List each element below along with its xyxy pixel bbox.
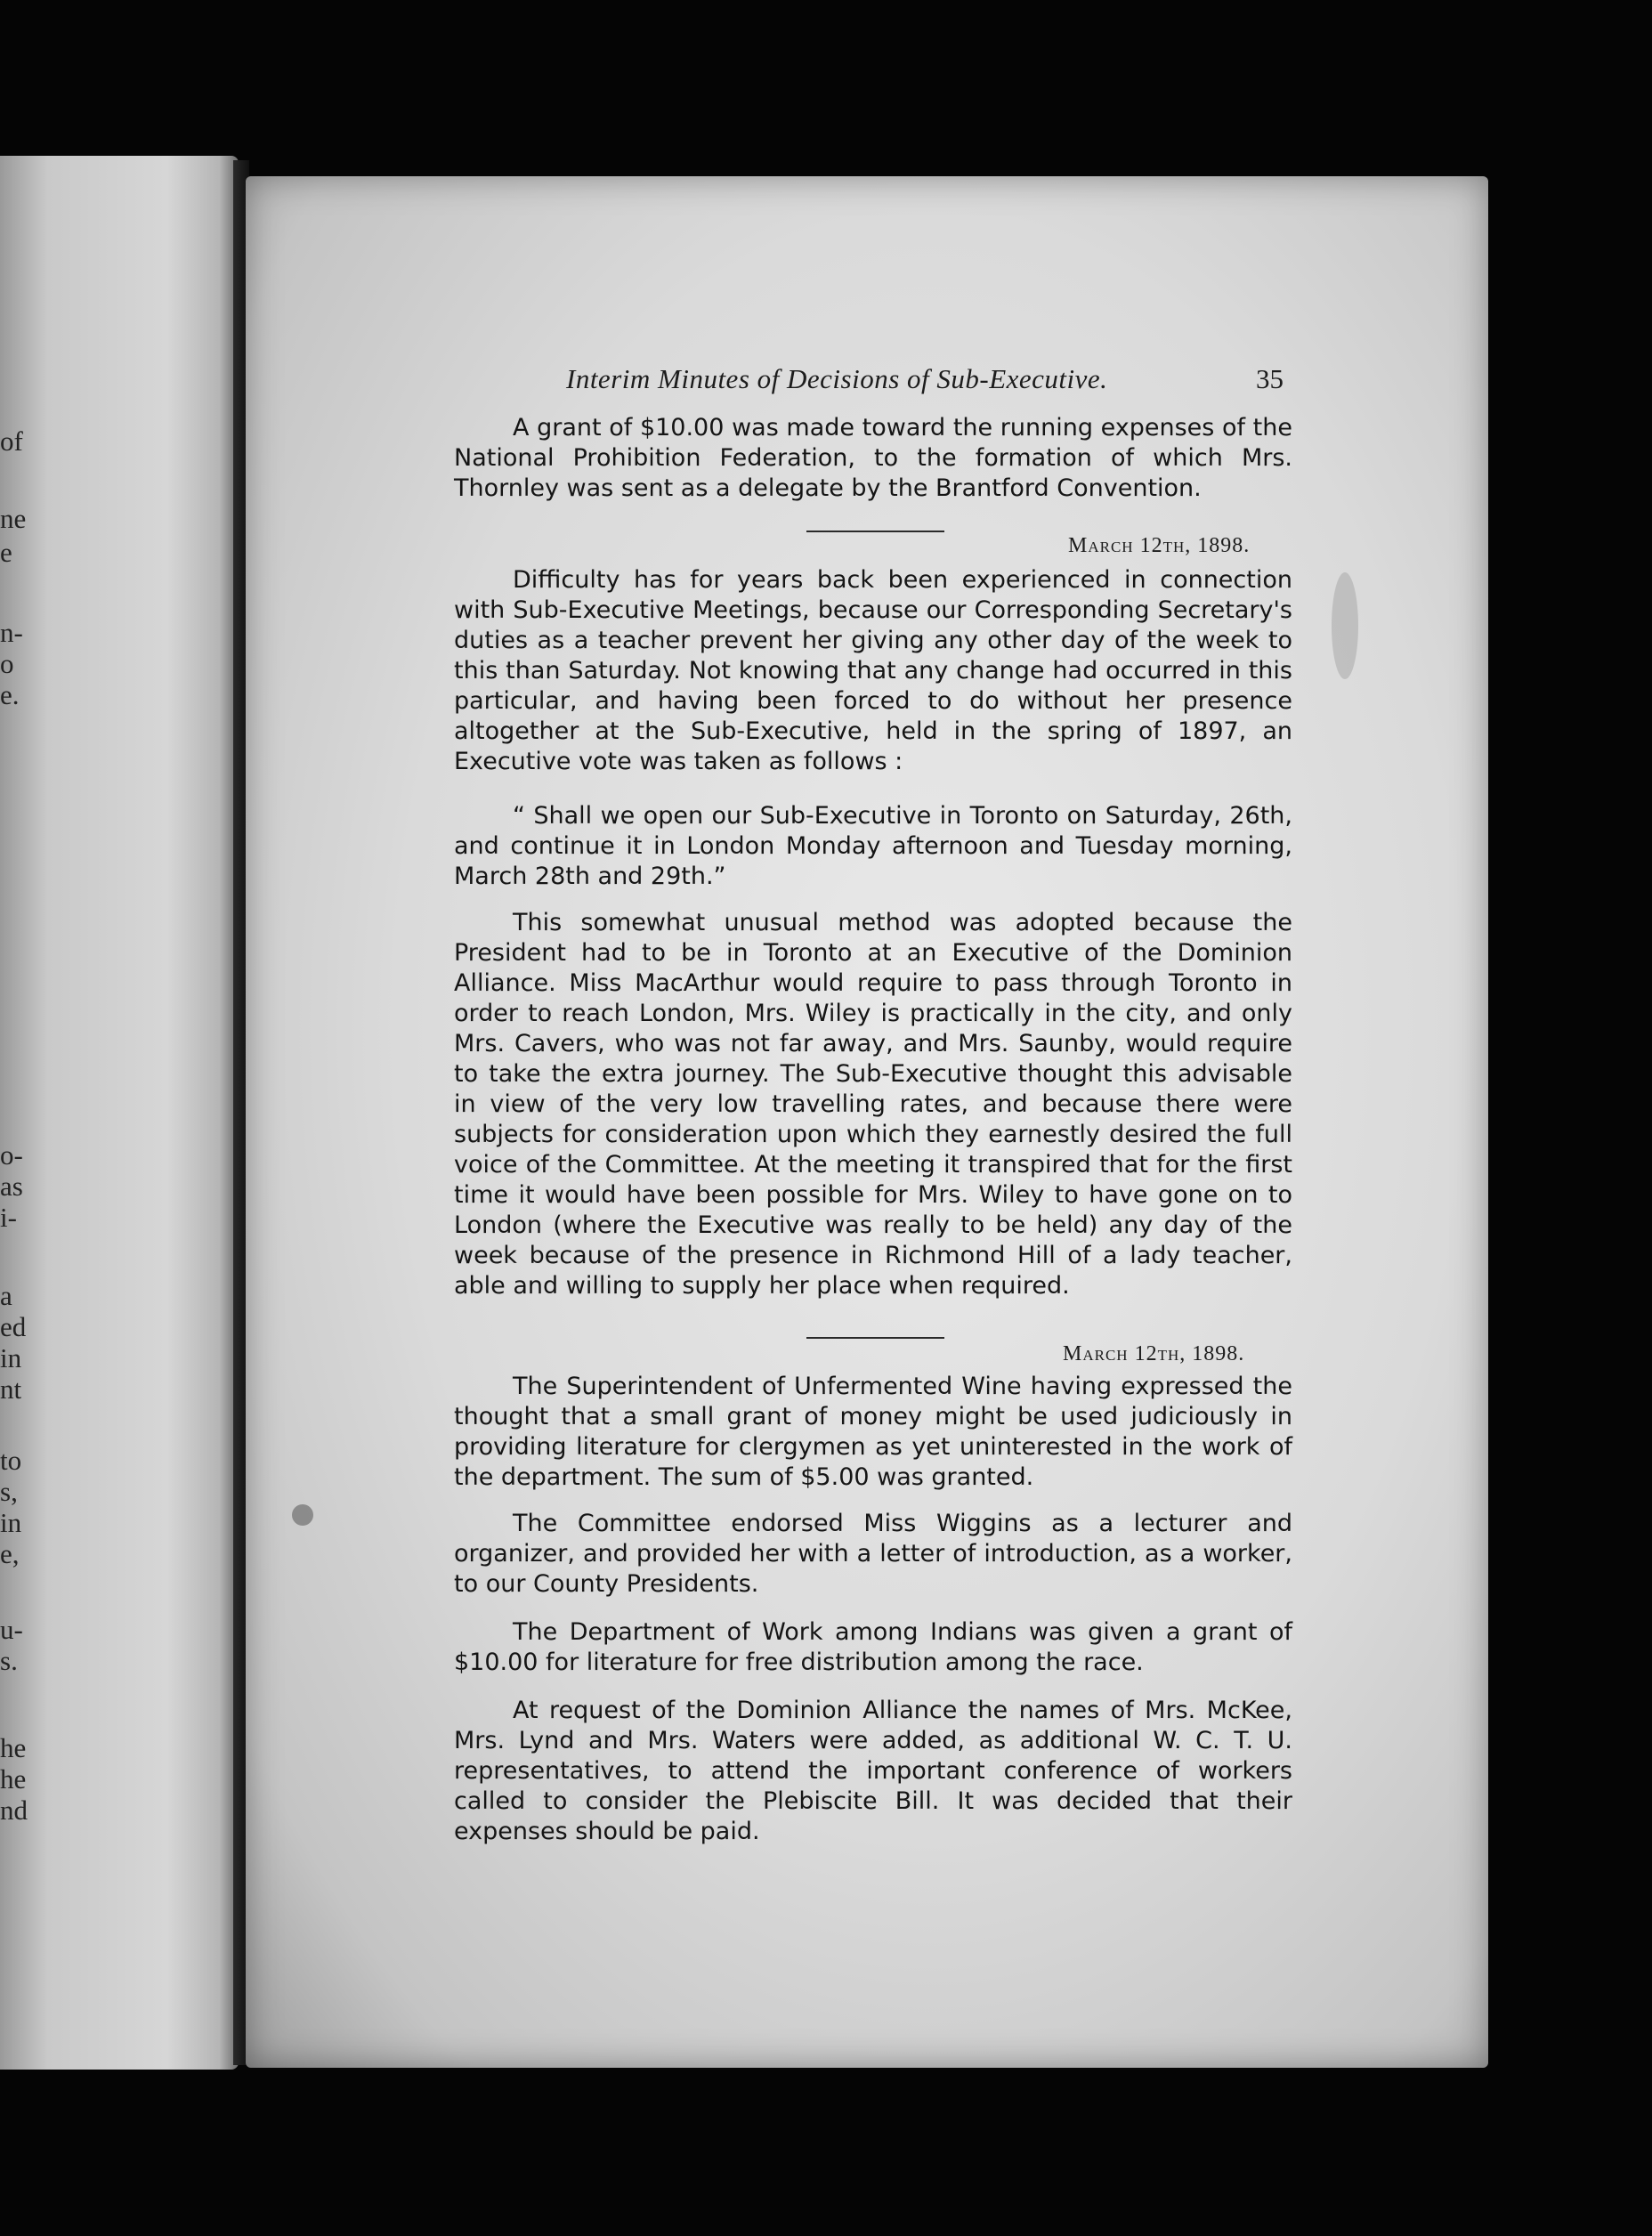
page-smudge (1332, 572, 1358, 679)
left-fragment: s. (0, 1645, 18, 1676)
section-rule (806, 531, 944, 532)
paragraph: The Department of Work among Indians was given a grant of $10.00 for literature for free distribution among the race. (454, 1618, 1292, 1676)
left-fragment: e, (0, 1538, 20, 1569)
paragraph: This somewhat unusual method was adopted because the President had to be in Toronto at an Executive of the Dominion Alliance. Miss MacArthur would require to pass through Toronto in order to reach London, Mrs. Wiley is practically in the city, and only Mrs. Cavers, who was not far away, and Mrs. Saunby, would require to take the extra journey. The Sub-Executive thought this advisable in view of the very low travelling rates, and because there were subjects for consideration upon which they earnestly desired the full voice of the Committee. At the meeting it transpired that for the first time it would have been possible for Mrs. Wiley to have gone on to London (where the Executive was really to be held) any day of the week because of the presence in Richmond Hill of a lady teacher, able and willing to supply her place when required. (454, 909, 1292, 1300)
left-fragment: a (0, 1280, 12, 1311)
entry-block (454, 1509, 1292, 1600)
entry-date (1068, 534, 1250, 558)
entry-date-text: March 12th, 1898. (1068, 534, 1251, 557)
entry-block (454, 908, 1292, 1301)
page-number: 35 (1256, 363, 1284, 394)
entry-date-text: March 12th, 1898. (1063, 1342, 1245, 1365)
entry-block (454, 565, 1292, 777)
quotation: “ Shall we open our Sub-Executive in Toronto on Saturday, 26th, and continue it in London Monday afternoon and Tuesday morning, March 28th and 29th.” (454, 802, 1292, 890)
left-fragment: in (0, 1507, 22, 1538)
left-fragment: ed (0, 1311, 27, 1342)
left-fragment: nt (0, 1373, 22, 1405)
entry-block (454, 801, 1292, 892)
left-page-edge (0, 156, 239, 2070)
paragraph: The Superintendent of Unfermented Wine having expressed the thought that a small grant of money might be used judiciously in providing literature for clergymen as yet uninterested in the work of the department. The sum of $5.00 was granted. (454, 1373, 1292, 1491)
entry-block (454, 1696, 1292, 1847)
left-fragment: ne (0, 503, 27, 534)
paragraph: Difficulty has for years back been experienced in connection with Sub-Executive Meetings, because our Corresponding Secretary's duties as a teacher prevent her giving any other day of the week to this than Saturday. Not knowing that any change had occurred in this particular, and having been forced to do without her presence altogether at the Sub-Executive, held in the spring of 1897, an Executive vote was taken as follows : (454, 566, 1292, 775)
page-smudge (292, 1504, 313, 1526)
left-fragment: he (0, 1732, 27, 1763)
paragraph: At request of the Dominion Alliance the names of Mrs. McKee, Mrs. Lynd and Mrs. Waters were added, as additional W. C. T. U. representatives, to attend the important conference of workers called to consider the Plebiscite Bill. It was decided that their expenses should be paid. (454, 1697, 1292, 1845)
left-fragment: o (0, 648, 14, 679)
entry-block (454, 413, 1292, 504)
entry-date (1063, 1342, 1244, 1366)
left-fragment: nd (0, 1794, 28, 1826)
running-title: Interim Minutes of Decisions of Sub-Executive. (566, 363, 1108, 394)
main-page (246, 176, 1488, 2068)
entry-block (454, 1372, 1292, 1493)
left-fragment: n- (0, 617, 23, 648)
left-fragment: u- (0, 1614, 23, 1645)
left-fragment: to (0, 1445, 22, 1476)
left-fragment: e. (0, 679, 20, 710)
left-fragment: of (0, 425, 23, 457)
paragraph: The Committee endorsed Miss Wiggins as a lecturer and organizer, and provided her with a letter of introduction, as a worker, to our County Presidents. (454, 1510, 1292, 1598)
paragraph: A grant of $10.00 was made toward the running expenses of the National Prohibition Federation, to the formation of which Mrs. Thornley was sent as a delegate by the Brantford Convention. (454, 414, 1292, 502)
left-fragment: he (0, 1763, 27, 1794)
left-fragment: s, (0, 1476, 18, 1507)
section-rule (806, 1337, 944, 1339)
left-fragment: in (0, 1342, 22, 1373)
entry-block (454, 1617, 1292, 1678)
left-fragment: e (0, 537, 12, 568)
left-fragment: o- (0, 1139, 23, 1171)
left-fragment: i- (0, 1202, 17, 1233)
left-fragment: as (0, 1171, 23, 1202)
